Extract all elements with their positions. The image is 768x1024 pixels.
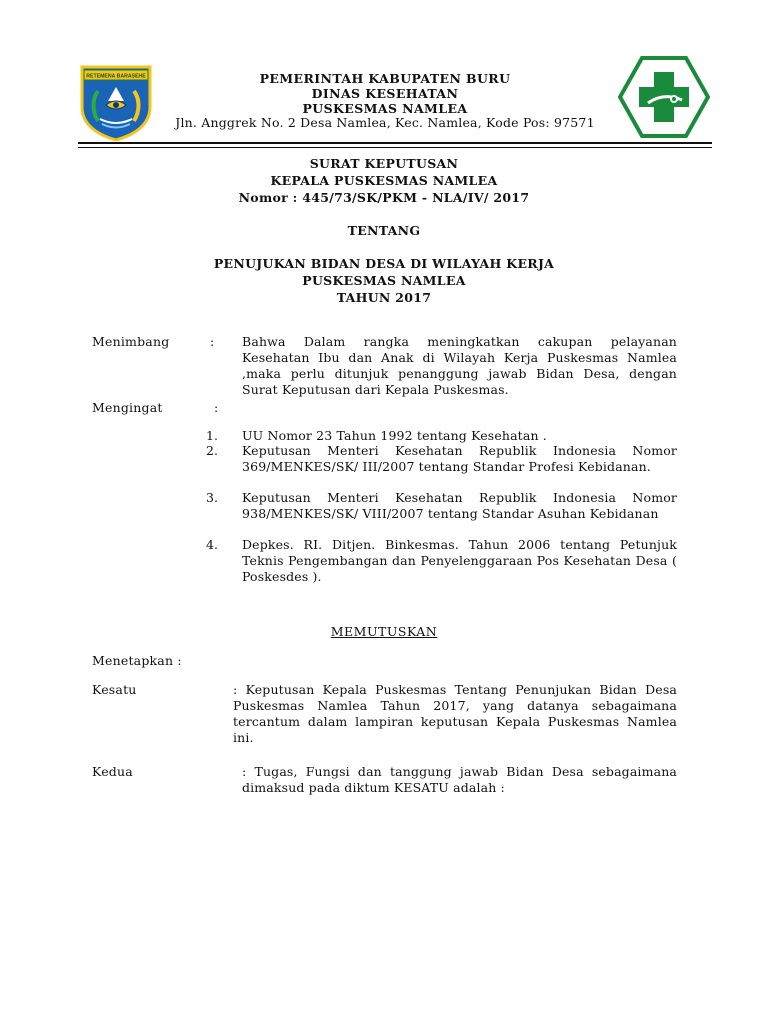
mengingat-item-number: 2. [206, 443, 218, 458]
subject-line-2: PUSKESMAS NAMLEA [302, 273, 466, 288]
menimbang-colon: : [210, 334, 215, 349]
mengingat-item-text: Keputusan Menteri Kesehatan Republik Indonesia Nomor 938/MENKES/SK/ VIII/2007 tentang Standar Asuhan Kebidanan [242, 490, 677, 521]
kesatu-text: : Keputusan Kepala Puskesmas Tentang Penunjukan Bidan Desa Puskesmas Namlea Tahun 2017, yang datanya sebagaimana tercantum dalam lampiran keputusan Kepala Puskesmas Namlea ini. [233, 682, 677, 745]
mengingat-colon: : [214, 400, 219, 415]
mengingat-item-text: Depkes. RI. Ditjen. Binkesmas. Tahun 2006 tentang Petunjuk Teknis Pengembangan dan Penyelenggaraan Pos Kesehatan Desa ( Poskesdes ). [242, 537, 677, 584]
memutuskan-heading: MEMUTUSKAN [330, 624, 438, 639]
menimbang-label: Menimbang [92, 334, 170, 349]
letterhead-rule-thin [78, 147, 712, 148]
mengingat-item-number: 3. [206, 490, 218, 505]
letterhead-rule-thick [78, 142, 712, 144]
mengingat-label: Mengingat [92, 400, 163, 415]
subject-line-3: TAHUN 2017 [336, 290, 432, 305]
mengingat-item-number: 1. [206, 428, 218, 443]
decree-number: Nomor : 445/73/SK/PKM - NLA/IV/ 2017 [238, 190, 530, 205]
kedua-text: : Tugas, Fungsi dan tanggung jawab Bidan Desa sebagaimana dimaksud pada diktum KESATU adalah : [242, 764, 677, 795]
kesatu-label: Kesatu [92, 682, 137, 697]
menetapkan-label: Menetapkan : [92, 653, 182, 668]
regency-crest-logo [78, 63, 154, 141]
letterhead-address: Jln. Anggrek No. 2 Desa Namlea, Kec. Namlea, Kode Pos: 97571 [175, 115, 595, 130]
kedua-label: Kedua [92, 764, 133, 779]
letterhead-department: DINAS KESEHATAN [311, 86, 459, 101]
decree-issuer: KEPALA PUSKESMAS NAMLEA [270, 173, 498, 188]
letterhead-government: PEMERINTAH KABUPATEN BURU [259, 71, 511, 86]
letterhead-puskesmas: PUSKESMAS NAMLEA [302, 101, 468, 116]
puskesmas-emblem-logo [618, 56, 710, 138]
mengingat-item-number: 4. [206, 537, 218, 552]
mengingat-item-text: Keputusan Menteri Kesehatan Republik Indonesia Nomor 369/MENKES/SK/ III/2007 tentang Standar Profesi Kebidanan. [242, 443, 677, 474]
tentang-heading: TENTANG [347, 223, 421, 238]
mengingat-item-text: UU Nomor 23 Tahun 1992 tentang Kesehatan . [242, 428, 547, 443]
crest-banner-text: RETEMENA BARASEHE [86, 73, 146, 80]
subject-line-1: PENUJUKAN BIDAN DESA DI WILAYAH KERJA [213, 256, 555, 271]
decree-title: SURAT KEPUTUSAN [309, 156, 459, 171]
menimbang-text: Bahwa Dalam rangka meningkatkan cakupan pelayanan Kesehatan Ibu dan Anak di Wilayah Kerja Puskesmas Namlea ,maka perlu ditunjuk penanggung jawab Bidan Desa, dengan Surat Keputusan dari Kepala Puskesmas. [242, 334, 677, 397]
